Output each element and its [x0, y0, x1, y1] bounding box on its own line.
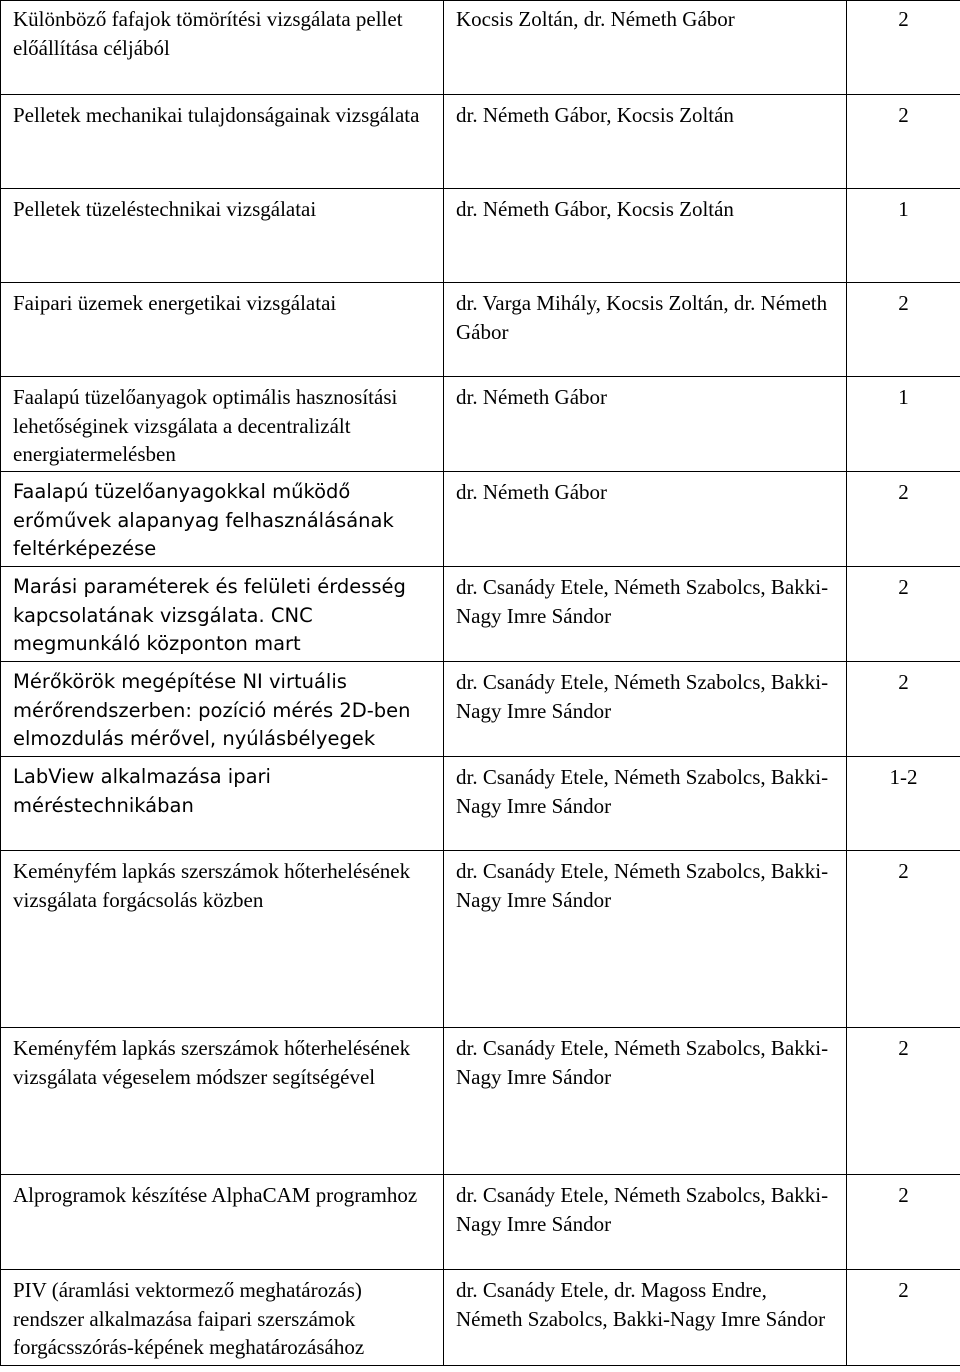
supervisors: dr. Csanády Etele, dr. Magoss Endre, Németh Szabolcs, Bakki-Nagy Imre Sándor	[456, 1278, 826, 1331]
student-count-cell	[847, 95, 960, 189]
student-count: 2	[898, 480, 909, 504]
topic-title-cell	[1, 851, 444, 1028]
topic-title: Mérőkörök megépítése NI virtuális mérőrendszerben: pozíció mérés 2D-ben elmozdulás mérővel, nyúlásbélyegek	[13, 670, 411, 750]
student-count-cell	[847, 567, 960, 662]
supervisors-cell	[444, 1028, 847, 1175]
student-count: 2	[898, 103, 909, 127]
student-count: 2	[898, 1036, 909, 1060]
topic-title: LabView alkalmazása ipari méréstechnikában	[13, 765, 271, 817]
topic-title-cell	[1, 95, 444, 189]
topic-title-cell	[1, 1, 444, 95]
student-count: 2	[898, 859, 909, 883]
supervisors-cell	[444, 189, 847, 283]
supervisors: dr. Csanády Etele, Németh Szabolcs, Bakki-Nagy Imre Sándor	[456, 1036, 829, 1089]
table-row	[1, 472, 960, 567]
student-count: 2	[898, 1183, 909, 1207]
student-count-cell	[847, 1, 960, 95]
table-row	[1, 283, 960, 377]
student-count: 1	[898, 385, 909, 409]
topic-title-cell	[1, 283, 444, 377]
topic-title: Keményfém lapkás szerszámok hőterhelésének vizsgálata forgácsolás közben	[13, 859, 411, 912]
supervisors-cell	[444, 283, 847, 377]
supervisors: Kocsis Zoltán, dr. Németh Gábor	[456, 7, 735, 31]
table-row	[1, 757, 960, 851]
student-count-cell	[847, 189, 960, 283]
topic-title: Faalapú tüzelőanyagokkal működő erőművek alapanyag felhasználásának feltérképezése	[13, 480, 394, 560]
student-count: 1	[898, 197, 909, 221]
supervisors-cell	[444, 567, 847, 662]
supervisors: dr. Csanády Etele, Németh Szabolcs, Bakki-Nagy Imre Sándor	[456, 1183, 829, 1236]
supervisors: dr. Csanády Etele, Németh Szabolcs, Bakki-Nagy Imre Sándor	[456, 859, 829, 912]
supervisors-cell	[444, 1270, 847, 1366]
student-count-cell	[847, 1270, 960, 1366]
table-row	[1, 1, 960, 95]
supervisors: dr. Németh Gábor, Kocsis Zoltán	[456, 197, 734, 221]
topic-title: Faalapú tüzelőanyagok optimális hasznosítási lehetőséginek vizsgálata a decentralizált energiatermelésben	[13, 385, 398, 466]
table-row	[1, 851, 960, 1028]
student-count: 2	[898, 670, 909, 694]
supervisors: dr. Csanády Etele, Németh Szabolcs, Bakki-Nagy Imre Sándor	[456, 765, 829, 818]
topic-title-cell	[1, 189, 444, 283]
topic-title-cell	[1, 472, 444, 567]
supervisors-cell	[444, 1, 847, 95]
topic-title-cell	[1, 567, 444, 662]
table-row	[1, 95, 960, 189]
student-count-cell	[847, 662, 960, 757]
supervisors: dr. Csanády Etele, Németh Szabolcs, Bakki-Nagy Imre Sándor	[456, 575, 829, 628]
student-count-cell	[847, 472, 960, 567]
supervisors-cell	[444, 757, 847, 851]
table-row	[1, 1175, 960, 1270]
supervisors-cell	[444, 377, 847, 472]
topic-title: Keményfém lapkás szerszámok hőterhelésének vizsgálata végeselem módszer segítségével	[13, 1036, 411, 1089]
student-count-cell	[847, 1028, 960, 1175]
supervisors-cell	[444, 662, 847, 757]
topic-title: Marási paraméterek és felületi érdesség kapcsolatának vizsgálata. CNC megmunkáló központon mart	[13, 575, 406, 655]
supervisors: dr. Németh Gábor, Kocsis Zoltán	[456, 103, 734, 127]
table-row	[1, 377, 960, 472]
table-row	[1, 567, 960, 662]
topic-title-cell	[1, 1270, 444, 1366]
supervisors: dr. Varga Mihály, Kocsis Zoltán, dr. Németh Gábor	[456, 291, 828, 344]
supervisors: dr. Németh Gábor	[456, 480, 608, 504]
table-row	[1, 1028, 960, 1175]
table-row	[1, 189, 960, 283]
topic-title: Pelletek mechanikai tulajdonságainak vizsgálata	[13, 103, 420, 127]
student-count: 1-2	[889, 765, 918, 789]
student-count-cell	[847, 283, 960, 377]
supervisors: dr. Csanády Etele, Németh Szabolcs, Bakki-Nagy Imre Sándor	[456, 670, 829, 723]
topic-title-cell	[1, 662, 444, 757]
topic-title-cell	[1, 377, 444, 472]
student-count-cell	[847, 377, 960, 472]
student-count-cell	[847, 757, 960, 851]
topic-title: Faipari üzemek energetikai vizsgálatai	[13, 291, 337, 315]
supervisors-cell	[444, 95, 847, 189]
topic-title: Alprogramok készítése AlphaCAM programhoz	[13, 1183, 418, 1207]
topic-title: Különböző fafajok tömörítési vizsgálata pellet előállítása céljából	[13, 7, 403, 60]
topic-title: Pelletek tüzeléstechnikai vizsgálatai	[13, 197, 317, 221]
supervisors-cell	[444, 1175, 847, 1270]
student-count: 2	[898, 7, 909, 31]
topic-title-cell	[1, 1175, 444, 1270]
student-count-cell	[847, 851, 960, 1028]
student-count: 2	[898, 575, 909, 599]
student-count-cell	[847, 1175, 960, 1270]
student-count: 2	[898, 291, 909, 315]
table-row	[1, 662, 960, 757]
student-count: 2	[898, 1278, 909, 1302]
table-row	[1, 1270, 960, 1366]
supervisors: dr. Németh Gábor	[456, 385, 608, 409]
supervisors-cell	[444, 472, 847, 567]
topic-title-cell	[1, 757, 444, 851]
topic-title: PIV (áramlási vektormező meghatározás) rendszer alkalmazása faipari szerszámok forgácsszórás-képének meghatározásához	[13, 1278, 365, 1359]
supervisors-cell	[444, 851, 847, 1028]
topic-title-cell	[1, 1028, 444, 1175]
